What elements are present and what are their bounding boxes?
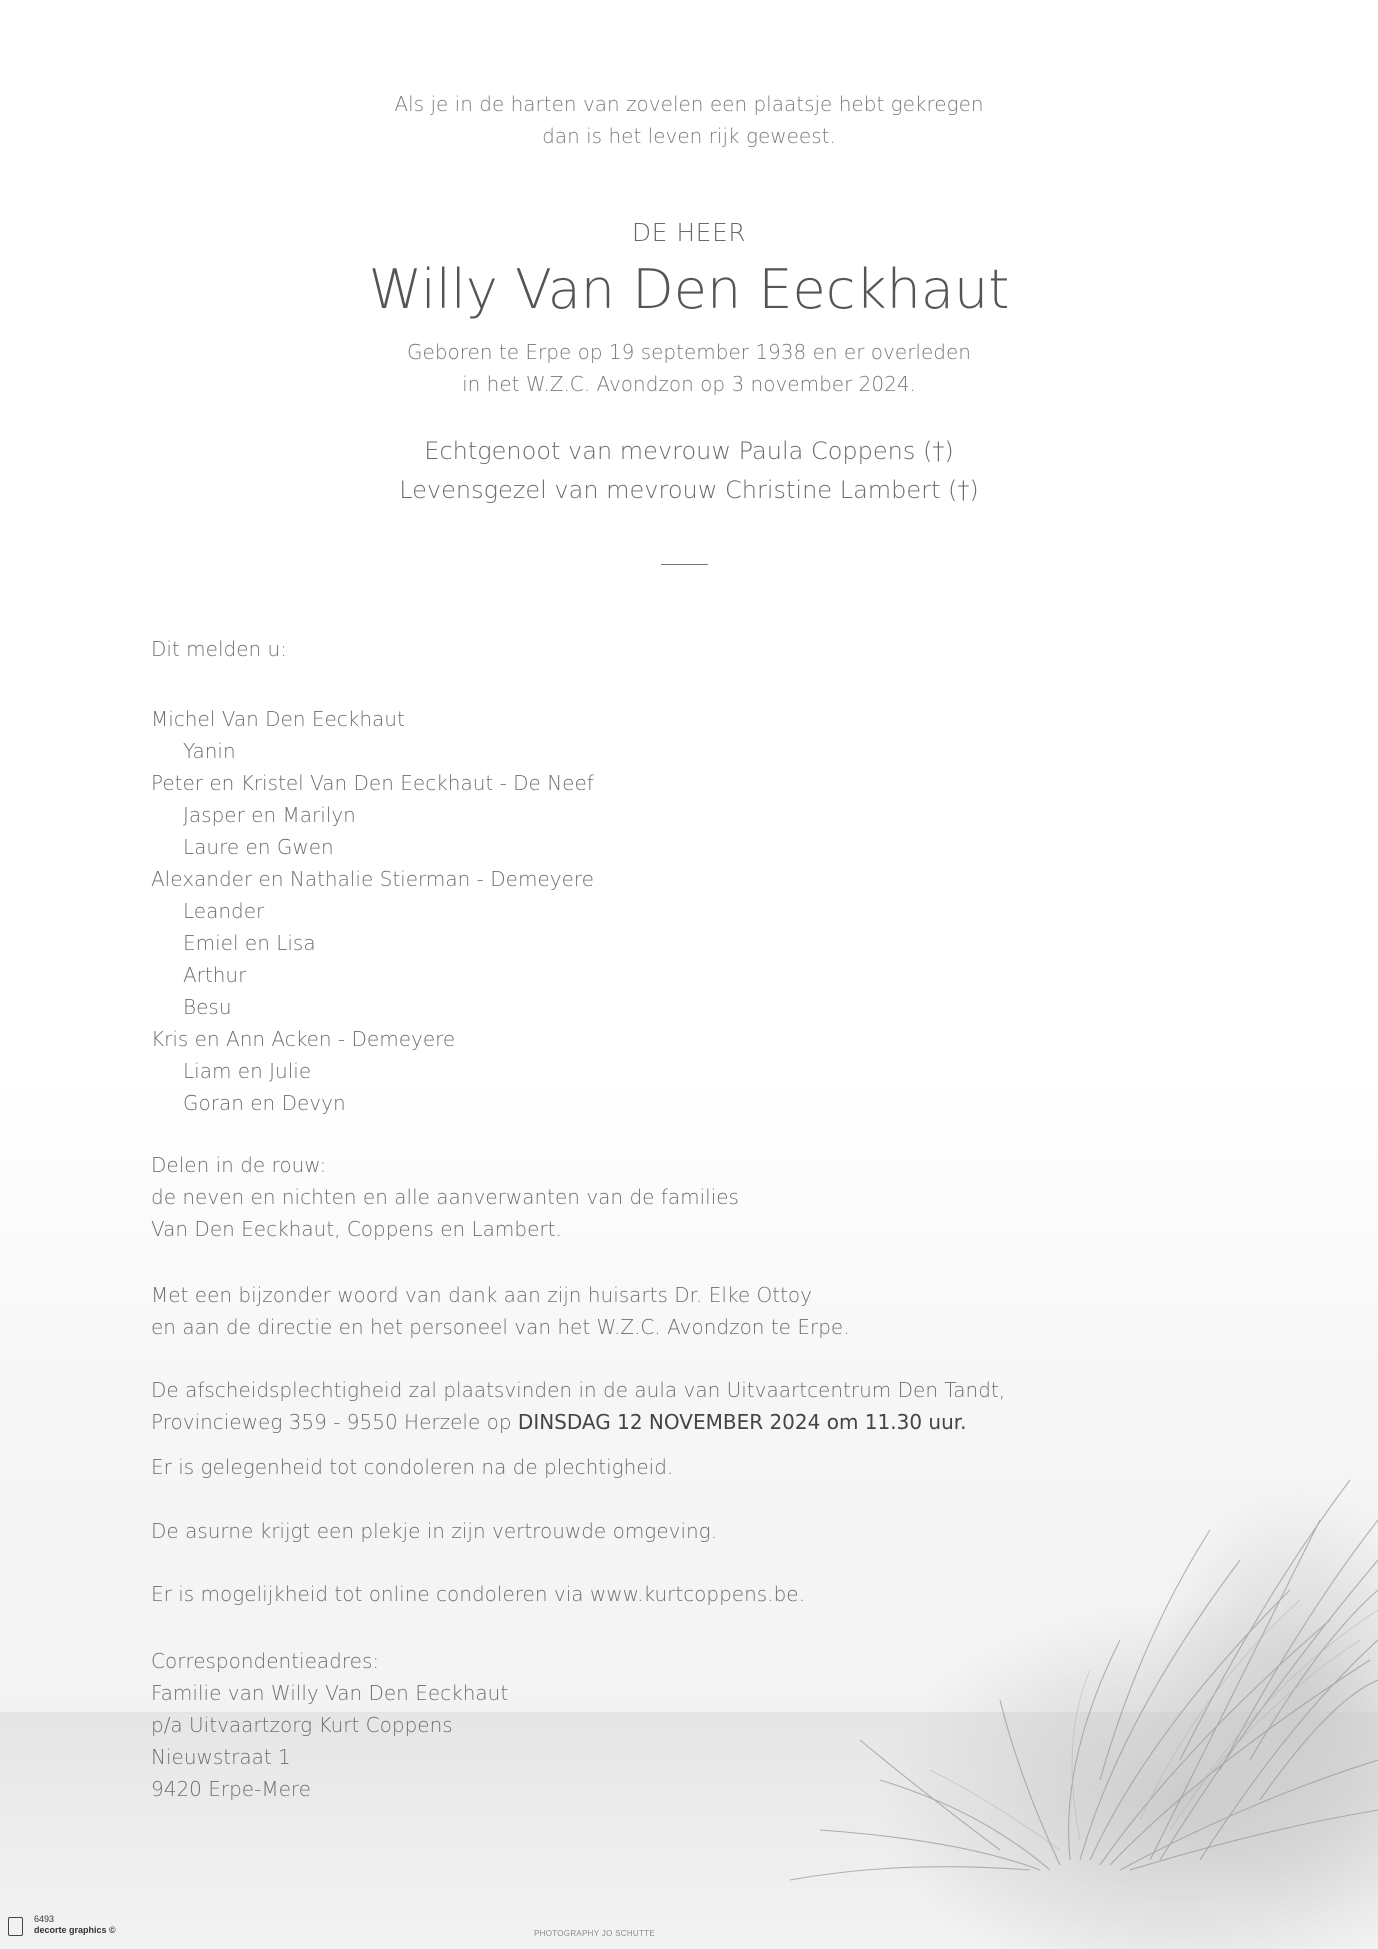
condolence-text: Er is gelegenheid tot condoleren na de plechtigheid. bbox=[151, 1455, 674, 1479]
divider bbox=[661, 564, 708, 565]
thanks-line-2: en aan de directie en het personeel van het W.Z.C. Avondzon te Erpe. bbox=[151, 1315, 850, 1339]
ceremony-line-2 bbox=[151, 1406, 1005, 1438]
list-item: Jasper en Marilyn bbox=[183, 803, 356, 827]
motto-line-1: Als je in de harten van zovelen een plaatsje hebt gekregen bbox=[394, 92, 984, 116]
list-item: Kris en Ann Acken - Demeyere bbox=[151, 1027, 456, 1051]
deceased-name: Willy Van Den Eeckhaut bbox=[368, 258, 1010, 321]
photo-credit: PHOTOGRAPHY JO SCHUTTE bbox=[534, 1929, 655, 1938]
death-line: in het W.Z.C. Avondzon op 3 november 2024. bbox=[462, 372, 916, 396]
mourning-heading: Delen in de rouw: bbox=[151, 1153, 327, 1177]
list-item: Michel Van Den Eeckhaut bbox=[151, 707, 405, 731]
urn-section bbox=[151, 1515, 717, 1547]
birth-line: Geboren te Erpe op 19 september 1938 en er overleden bbox=[407, 340, 971, 364]
online-section bbox=[151, 1578, 805, 1610]
announcement bbox=[151, 633, 287, 665]
condolence-section bbox=[151, 1451, 673, 1483]
list-item: Alexander en Nathalie Stierman - Demeyere bbox=[151, 867, 594, 891]
thanks-section bbox=[151, 1279, 850, 1343]
mourning-section bbox=[151, 1149, 739, 1245]
printer-logo-text bbox=[34, 1914, 116, 1936]
honorific-title: DE HEER bbox=[631, 218, 747, 247]
printer-number: 6493 bbox=[34, 1914, 55, 1924]
printer-logo-icon bbox=[8, 1917, 23, 1936]
spouse-line-2: Levensgezel van mevrouw Christine Lambert (†) bbox=[399, 476, 979, 504]
list-item: Leander bbox=[183, 899, 265, 923]
list-item: Liam en Julie bbox=[183, 1059, 312, 1083]
correspondence-heading: Correspondentieadres: bbox=[151, 1649, 380, 1673]
printer-name: decorte graphics © bbox=[34, 1925, 116, 1935]
correspondence-line-4: 9420 Erpe-Mere bbox=[151, 1777, 311, 1801]
list-item: Yanin bbox=[183, 739, 236, 763]
birth-death-info bbox=[0, 336, 1378, 400]
correspondence-line-3: Nieuwstraat 1 bbox=[151, 1745, 291, 1769]
list-item: Besu bbox=[183, 995, 232, 1019]
spouse-info bbox=[0, 432, 1378, 510]
urn-text: De asurne krijgt een plekje in zijn vertrouwde omgeving. bbox=[151, 1519, 718, 1543]
list-item: Arthur bbox=[183, 963, 247, 987]
correspondence-line-2: p/a Uitvaartzorg Kurt Coppens bbox=[151, 1713, 453, 1737]
online-condolence-text: Er is mogelijkheid tot online condoleren via www.kurtcoppens.be. bbox=[151, 1582, 805, 1606]
correspondence-line-1: Familie van Willy Van Den Eeckhaut bbox=[151, 1681, 509, 1705]
list-item: Laure en Gwen bbox=[183, 835, 334, 859]
ceremony-date: DINSDAG 12 NOVEMBER 2024 om 11.30 uur. bbox=[517, 1410, 967, 1434]
thanks-line-1: Met een bijzonder woord van dank aan zijn huisarts Dr. Elke Ottoy bbox=[151, 1283, 812, 1307]
family-list bbox=[151, 703, 594, 1119]
correspondence-section bbox=[151, 1645, 508, 1805]
list-item: Goran en Devyn bbox=[183, 1091, 346, 1115]
ceremony-section bbox=[151, 1374, 1005, 1438]
list-item: Emiel en Lisa bbox=[183, 931, 316, 955]
announce-text: Dit melden u: bbox=[151, 637, 287, 661]
spouse-line-1: Echtgenoot van mevrouw Paula Coppens (†) bbox=[424, 437, 954, 465]
ceremony-location: Provincieweg 359 - 9550 Herzele op bbox=[151, 1410, 518, 1434]
motto-line-2: dan is het leven rijk geweest. bbox=[542, 124, 836, 148]
motto bbox=[0, 88, 1378, 152]
mourning-line-3: Van Den Eeckhaut, Coppens en Lambert. bbox=[151, 1217, 562, 1241]
mourning-line-2: de neven en nichten en alle aanverwanten van de families bbox=[151, 1185, 739, 1209]
list-item: Peter en Kristel Van Den Eeckhaut - De Neef bbox=[151, 771, 594, 795]
ceremony-line-1: De afscheidsplechtigheid zal plaatsvinden in de aula van Uitvaartcentrum Den Tandt, bbox=[151, 1378, 1006, 1402]
